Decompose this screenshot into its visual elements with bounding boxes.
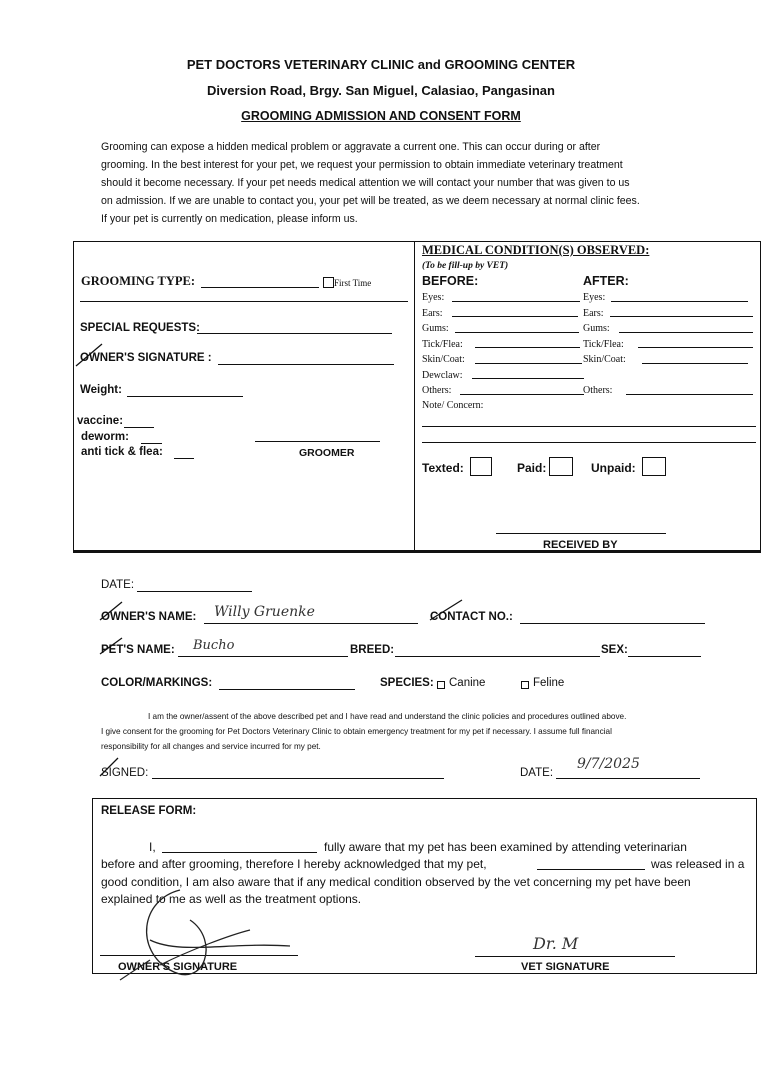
unpaid-checkbox[interactable] bbox=[642, 457, 666, 476]
before-dewclaw-field[interactable] bbox=[472, 378, 584, 379]
intro-line: If your pet is currently on medication, please inform us. bbox=[101, 213, 358, 225]
intro-line: grooming. In the best interest for your pet, we request your permission to obtain immediate veterinary treatment bbox=[101, 159, 623, 171]
owner-name-value: Willy Gruenke bbox=[214, 604, 315, 620]
before-item: Gums: bbox=[422, 323, 449, 334]
canine-label: Canine bbox=[449, 677, 486, 689]
before-item: Dewclaw: bbox=[422, 369, 463, 381]
consent-line: responsibility for all changes and service incurred for my pet. bbox=[101, 742, 321, 751]
received-by-line[interactable] bbox=[496, 533, 666, 534]
texted-checkbox[interactable] bbox=[470, 457, 492, 476]
clinic-address: Diversion Road, Brgy. San Miguel, Calasiao, Pangasinan bbox=[207, 83, 555, 98]
groomer-signature-line[interactable] bbox=[255, 441, 380, 442]
paid-checkbox[interactable] bbox=[549, 457, 573, 476]
signed-date-field[interactable] bbox=[556, 778, 700, 779]
before-item: Eyes: bbox=[422, 292, 445, 303]
after-item: Ears: bbox=[583, 307, 604, 319]
pet-name-label: PET'S NAME: bbox=[101, 644, 175, 656]
note-label: Note/ Concern: bbox=[422, 400, 484, 411]
before-item: Others: bbox=[422, 385, 452, 396]
pet-name-field[interactable] bbox=[178, 656, 348, 657]
owner-name-field[interactable] bbox=[204, 623, 418, 624]
before-item: Ears: bbox=[422, 307, 443, 319]
clinic-name: PET DOCTORS VETERINARY CLINIC and GROOMING CENTER bbox=[186, 57, 576, 72]
owner-signature-scribble bbox=[110, 880, 300, 990]
grooming-type-field[interactable] bbox=[201, 287, 319, 288]
contact-label: CONTACT NO.: bbox=[430, 611, 513, 623]
release-name-field[interactable] bbox=[162, 852, 317, 853]
release-title: RELEASE FORM: bbox=[101, 805, 197, 817]
first-time-label: First Time bbox=[334, 278, 372, 288]
grooming-type-extra-line[interactable] bbox=[80, 301, 408, 302]
weight-field[interactable] bbox=[127, 396, 243, 397]
intro-line: on admission. If we are unable to contact you, your pet will be treated, as we deem necessary at normal clinic fees. bbox=[101, 195, 640, 207]
check-mark-icon bbox=[74, 340, 104, 370]
intro-line: Grooming can expose a hidden medical problem or aggravate a current one. This can occur during or after bbox=[101, 141, 601, 153]
sex-label: SEX: bbox=[601, 644, 628, 656]
before-ears-field[interactable] bbox=[452, 316, 578, 317]
before-gums-field[interactable] bbox=[455, 332, 579, 333]
before-skin-field[interactable] bbox=[475, 363, 582, 364]
before-others-field[interactable] bbox=[460, 394, 584, 395]
signed-date-label: DATE: bbox=[520, 767, 554, 779]
intro-line: should it become necessary. If your pet needs medical attention we will contact your number that was given to us bbox=[101, 177, 630, 189]
signed-field[interactable] bbox=[152, 778, 444, 779]
owner-signature-field[interactable] bbox=[218, 364, 394, 365]
date-label: DATE: bbox=[101, 579, 135, 591]
canine-checkbox[interactable] bbox=[437, 681, 445, 689]
after-item: Skin/Coat: bbox=[583, 354, 626, 365]
owner-signature-label: OWNER'S SIGNATURE : bbox=[80, 352, 212, 364]
owner-name-label: OWNER'S NAME: bbox=[101, 611, 197, 623]
groomer-label: GROOMER bbox=[299, 447, 355, 459]
signed-date-value: 9/7/2025 bbox=[577, 756, 640, 772]
note-line-2[interactable] bbox=[422, 442, 756, 443]
paid-label: Paid: bbox=[517, 461, 547, 475]
vaccine-field[interactable] bbox=[124, 427, 154, 428]
box-divider bbox=[414, 241, 415, 553]
owner-release-signature-label: OWNER'S SIGNATURE bbox=[118, 961, 238, 973]
consent-line: I give consent for the grooming for Pet Doctors Veterinary Clinic to obtain emergency treatment for my pet if necessary. I assume full financial bbox=[101, 727, 612, 736]
check-mark-icon bbox=[98, 756, 120, 778]
after-item: Gums: bbox=[583, 323, 610, 334]
before-item: Skin/Coat: bbox=[422, 354, 465, 365]
feline-label: Feline bbox=[533, 677, 565, 689]
first-time-checkbox[interactable] bbox=[323, 277, 334, 288]
date-field[interactable] bbox=[137, 591, 252, 592]
form-title: GROOMING ADMISSION AND CONSENT FORM bbox=[241, 109, 521, 123]
after-list bbox=[583, 290, 626, 399]
release-line-2a: before and after grooming, therefore I hereby acknowledged that my pet, bbox=[101, 857, 487, 871]
note-line-1[interactable] bbox=[422, 426, 756, 427]
feline-checkbox[interactable] bbox=[521, 681, 529, 689]
intro-paragraph bbox=[101, 138, 711, 228]
vaccine-label: vaccine: bbox=[77, 415, 124, 427]
after-skin-field[interactable] bbox=[642, 363, 748, 364]
after-others-field[interactable] bbox=[626, 394, 753, 395]
vet-signature-label: VET SIGNATURE bbox=[521, 961, 610, 973]
unpaid-label: Unpaid: bbox=[591, 461, 636, 475]
anti-tick-field[interactable] bbox=[174, 458, 194, 459]
texted-label: Texted: bbox=[422, 461, 464, 475]
release-line-1a: I, bbox=[149, 840, 156, 854]
species-label: SPECIES: bbox=[380, 677, 434, 689]
release-line-1b: fully aware that my pet has been examined by attending veterinarian bbox=[324, 840, 687, 854]
release-line-3: good condition, I am also aware that if any medical condition observed by the vet concerning my pet have been bbox=[101, 875, 691, 889]
breed-field[interactable] bbox=[395, 656, 600, 657]
special-requests-label: SPECIAL REQUESTS: bbox=[80, 322, 200, 334]
signed-label: SIGNED: bbox=[101, 767, 149, 779]
consent-paragraph bbox=[101, 709, 711, 754]
grooming-type-label: GROOMING TYPE: bbox=[81, 274, 196, 288]
color-label: COLOR/MARKINGS: bbox=[101, 677, 213, 689]
after-item: Tick/Flea: bbox=[583, 338, 624, 350]
after-heading: AFTER: bbox=[583, 274, 629, 288]
breed-label: BREED: bbox=[350, 644, 395, 656]
before-list bbox=[422, 290, 465, 399]
after-item: Eyes: bbox=[583, 292, 606, 303]
check-mark-icon bbox=[428, 598, 464, 622]
before-tick-field[interactable] bbox=[475, 347, 580, 348]
after-tick-field[interactable] bbox=[638, 347, 753, 348]
release-line-2b: was released in a bbox=[651, 857, 745, 871]
release-pet-field[interactable] bbox=[537, 869, 645, 870]
after-eyes-field[interactable] bbox=[611, 301, 748, 302]
before-heading: BEFORE: bbox=[422, 274, 479, 288]
deworm-label: deworm: bbox=[81, 431, 129, 443]
medical-subtitle: (To be fill-up by VET) bbox=[422, 261, 509, 271]
deworm-field[interactable] bbox=[141, 443, 162, 444]
check-mark-icon bbox=[98, 636, 124, 656]
before-eyes-field[interactable] bbox=[452, 301, 580, 302]
consent-line: I am the owner/assent of the above described pet and I have read and understand the clinic policies and procedures outlined above. bbox=[148, 712, 627, 721]
received-by-label: RECEIVED BY bbox=[543, 539, 618, 551]
after-ears-field[interactable] bbox=[610, 316, 753, 317]
after-gums-field[interactable] bbox=[619, 332, 753, 333]
weight-label: Weight: bbox=[80, 384, 122, 396]
anti-tick-label: anti tick & flea: bbox=[81, 446, 163, 458]
sex-field[interactable] bbox=[628, 656, 701, 657]
vet-signature-value: Dr. M bbox=[533, 934, 579, 953]
check-mark-icon bbox=[98, 600, 124, 622]
contact-field[interactable] bbox=[520, 623, 705, 624]
after-item: Others: bbox=[583, 385, 613, 396]
before-item: Tick/Flea: bbox=[422, 338, 463, 350]
vet-signature-field[interactable] bbox=[475, 956, 675, 957]
color-field[interactable] bbox=[219, 689, 355, 690]
special-requests-field[interactable] bbox=[197, 333, 392, 334]
medical-title: MEDICAL CONDITION(S) OBSERVED: bbox=[422, 243, 650, 257]
pet-name-value: Bucho bbox=[193, 638, 235, 653]
release-line-4: explained to me as well as the treatment options. bbox=[101, 892, 362, 906]
